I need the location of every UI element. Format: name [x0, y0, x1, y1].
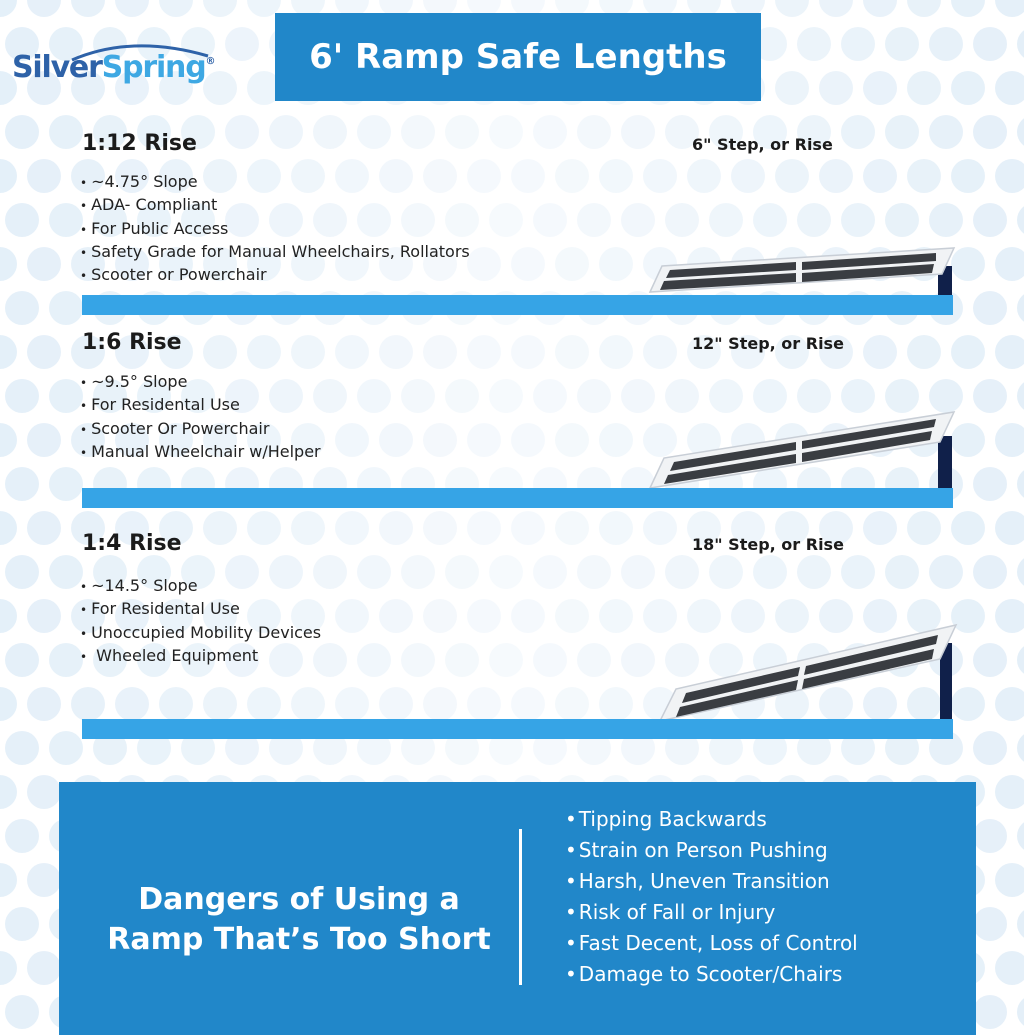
step-label: 18" Step, or Rise: [692, 535, 844, 554]
list-item: • Manual Wheelchair w/Helper: [80, 441, 321, 464]
list-item: • For Residental Use: [80, 394, 321, 417]
ramp-illustration-icon: [640, 619, 960, 723]
bullet-list: [80, 575, 321, 668]
ramp-illustration-icon: [640, 236, 960, 296]
title-banner: [275, 13, 761, 101]
step-label: 6" Step, or Rise: [692, 135, 833, 154]
list-item: • ADA- Compliant: [80, 194, 470, 217]
section-heading: 1:4 Rise: [82, 531, 182, 556]
danger-item: • Tipping Backwards: [565, 804, 858, 835]
section-1-4-rise: [0, 531, 1024, 746]
dangers-list: [565, 804, 858, 990]
danger-item: • Harsh, Uneven Transition: [565, 866, 858, 897]
list-item: • ~4.75° Slope: [80, 171, 470, 194]
ground-bar: [82, 719, 953, 739]
divider: [519, 829, 522, 985]
danger-item: • Risk of Fall or Injury: [565, 897, 858, 928]
list-item: • Scooter or Powerchair: [80, 264, 470, 287]
ramp-illustration-icon: [640, 406, 960, 490]
dangers-title: [79, 880, 519, 960]
dangers-panel: [59, 782, 976, 1035]
bullet-list: [80, 171, 470, 287]
ground-bar: [82, 295, 953, 315]
list-item: • For Residental Use: [80, 598, 321, 621]
section-1-12-rise: [0, 131, 1024, 321]
list-item: • Unoccupied Mobility Devices: [80, 622, 321, 645]
list-item: • For Public Access: [80, 218, 470, 241]
danger-item: • Fast Decent, Loss of Control: [565, 928, 858, 959]
danger-item: • Damage to Scooter/Chairs: [565, 959, 858, 990]
list-item: • Wheeled Equipment: [80, 645, 321, 668]
list-item: • ~14.5° Slope: [80, 575, 321, 598]
danger-item: • Strain on Person Pushing: [565, 835, 858, 866]
silverspring-logo: [12, 40, 215, 92]
section-heading: 1:12 Rise: [82, 131, 197, 156]
list-item: • Safety Grade for Manual Wheelchairs, Rollators: [80, 241, 470, 264]
section-1-6-rise: [0, 330, 1024, 520]
step-label: 12" Step, or Rise: [692, 334, 844, 353]
logo-text-silver: Silver: [12, 50, 102, 85]
bullet-list: [80, 371, 321, 464]
logo-text-spring: Spring: [101, 50, 206, 85]
section-heading: 1:6 Rise: [82, 330, 182, 355]
ground-bar: [82, 488, 953, 508]
list-item: • Scooter Or Powerchair: [80, 418, 321, 441]
logo-registered-mark: ®: [205, 56, 215, 67]
list-item: • ~9.5° Slope: [80, 371, 321, 394]
page-title: 6' Ramp Safe Lengths: [309, 37, 727, 77]
dangers-title-line-1: Dangers of Using a: [138, 882, 460, 917]
dangers-title-line-2: Ramp That’s Too Short: [107, 922, 491, 957]
